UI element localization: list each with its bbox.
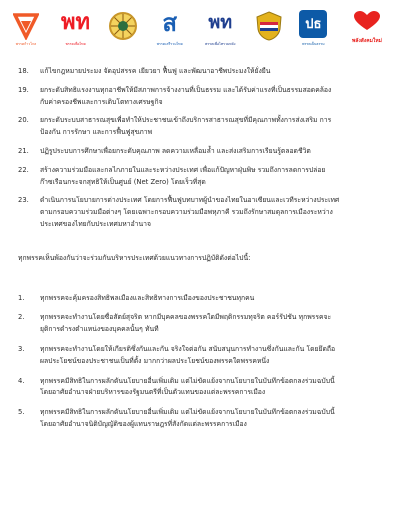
- item-number: 5.: [18, 408, 25, 417]
- party-logo-bar: [6, 6, 394, 46]
- item-line: ตามกรอบความร่วมมือต่างๆ โดยเฉพาะกรอบความร่วมมือพหุภาคี รวมถึงรักษาสมดุลการเมืองระหว่าง: [40, 208, 333, 217]
- pen-tham-party-logo: [295, 6, 331, 46]
- item-line: ก๊าซเรือนกระจกสุทธิให้เป็นศูนย์ (Net Zero) โดยเร็วที่สุด: [40, 177, 206, 186]
- item-number: 4.: [18, 376, 25, 385]
- item-number: 18.: [18, 67, 29, 75]
- item-line: กับค่าครองชีพและการเติบโตทางเศรษฐกิจ: [40, 97, 163, 106]
- pheu-thai-ruam-palang-party-logo: [198, 6, 242, 46]
- shield-icon: [254, 10, 284, 42]
- emblem-icon: [108, 11, 138, 41]
- logo-mark: พท: [61, 10, 91, 35]
- logo-caption: พรรคเป็นธรรม: [302, 41, 325, 46]
- logo-caption: พรรคเพื่อไทย: [65, 41, 86, 46]
- item-line: ยุติการดำรงตำแหน่งของบุคคลนั้นๆ ทันที: [40, 325, 159, 334]
- policy-list: [18, 66, 388, 231]
- item-line: โดยอาศัยอำนาจนิติบัญญัติของผู้แทนราษฎรที่สังกัดแต่ละพรรคการเมือง: [40, 419, 247, 428]
- logo-mark: พท: [208, 12, 233, 33]
- policy-item: [18, 115, 388, 139]
- item-line: ปฏิรูประบบการศึกษาเพื่อยกระดับคุณภาพ ลดความเหลื่อมล้ำ และส่งเสริมการเรียนรู้ตลอดชีวิต: [40, 146, 311, 155]
- thai-sang-thai-party-logo: [105, 6, 141, 46]
- item-number: 23.: [18, 196, 29, 205]
- practice-list: [18, 293, 388, 431]
- plung-sungkom-mai-party-logo: [340, 6, 394, 46]
- policy-item: [18, 165, 388, 189]
- item-number: 2.: [18, 313, 25, 322]
- heart-hand-icon: [352, 10, 382, 32]
- policy-item: [18, 66, 388, 78]
- seri-ruam-thai-party-logo: [150, 6, 190, 46]
- item-line: ทุกพรรคมีสิทธิในการผลักดันนโยบายอื่นเพิ่มเติม แต่ไม่ขัดแย้งจากนโยบายในบันทึกข้อตกลงร่วมฉบับนี้: [40, 376, 335, 385]
- logo-badge: [299, 10, 327, 38]
- item-number: 20.: [18, 116, 29, 125]
- document-body: [18, 66, 388, 439]
- item-line: ประเทศของไทยกับประเทศมหาอำนาจ: [40, 219, 151, 228]
- logo-mark: ส: [162, 9, 178, 37]
- item-line: ทุกพรรคจะทำงานโดยให้เกียรติซึ่งกันและกัน จริงใจต่อกัน สนับสนุนการทำงานซึ่งกันและกัน โดยยึดถือ: [40, 344, 336, 353]
- prachachat-party-logo: [6, 6, 46, 46]
- move-forward-arrow-icon: [13, 12, 39, 40]
- policy-item: [18, 85, 388, 109]
- item-number: 3.: [18, 344, 25, 353]
- logo-caption: พรรคเสรีรวมไทย: [156, 41, 183, 46]
- logo-mark: ปธ: [305, 16, 322, 32]
- fair-party-logo: [251, 6, 287, 46]
- item-line: โดยอาศัยอำนาจฝ่ายบริหารของรัฐมนตรีที่เป็นตัวแทนของแต่ละพรรคการเมือง: [40, 388, 266, 397]
- practice-item: [18, 376, 388, 400]
- item-line: ผลประโยชน์ของประชาชนเป็นที่ตั้ง มากกว่าผลประโยชน์ของพรรคใดพรรคหนึ่ง: [40, 356, 270, 365]
- item-number: 21.: [18, 146, 29, 155]
- logo-caption: พรรคก้าวไกล: [15, 41, 37, 46]
- item-number: 22.: [18, 165, 29, 174]
- item-line: ทุกพรรคจะทำงานโดยซื่อสัตย์สุจริต หากมีบุคคลของพรรคใดมีพฤติกรรมทุจริต คอร์รัปชัน ทุกพรรคจะ: [40, 313, 332, 322]
- item-line: ดำเนินการนโยบายการต่างประเทศ โดยการฟื้นฟูบทบาทผู้นำของไทยในอาเซียนและเวทีระหว่างประเทศ: [40, 196, 340, 205]
- logo-caption: พรรคเพื่อไทรวมพลัง: [205, 41, 236, 46]
- practice-item: [18, 344, 388, 368]
- item-number: 1.: [18, 293, 25, 302]
- logo-caption: พลังสังคมใหม่: [351, 38, 382, 44]
- practice-item: [18, 293, 388, 305]
- item-line: ทุกพรรคจะคุ้มครองสิทธิพลเมืองและสิทธิทางการเมืองของประชาชนทุกคน: [40, 293, 255, 302]
- item-number: 19.: [18, 85, 29, 94]
- practice-item: [18, 407, 388, 431]
- policy-item: [18, 195, 388, 230]
- pheu-thai-party-logo: [55, 6, 97, 46]
- policy-item: [18, 146, 388, 158]
- item-line: แก้ไขกฎหมายประมง จัดอุปสรรค เยียวยา ฟื้นฟู และพัฒนาอาชีพประมงให้ยั่งยืน: [40, 67, 271, 75]
- item-line: ทุกพรรคมีสิทธิในการผลักดันนโยบายอื่นเพิ่มเติม แต่ไม่ขัดแย้งจากนโยบายในบันทึกข้อตกลงร่วมฉบับนี้: [40, 408, 335, 417]
- practice-item: [18, 312, 388, 336]
- item-line: ยกระดับสิทธิแรงงานทุกอาชีพให้มีสภาพการจ้างงานที่เป็นธรรม และได้รับค่าแรงที่เป็นธรรมสอดคล้อง: [40, 85, 332, 94]
- item-line: ยกระดับระบบสาธารณสุขเพื่อทำให้ประชาชนเข้าถึงบริการสาธารณสุขที่มีคุณภาพทั้งการส่งเสริม การ: [40, 116, 332, 125]
- intro-paragraph: ทุกพรรคเห็นพ้องกันว่าจะร่วมกันบริหารประเทศด้วยแนวทางการปฏิบัติดังต่อไปนี้:: [18, 253, 251, 262]
- item-line: ป้องกัน การรักษา และการฟื้นฟูสุขภาพ: [40, 128, 153, 137]
- item-line: สร้างความร่วมมือและกลไกภายในและระหว่างประเทศ เพื่อแก้ปัญหาฝุ่นพิษ รวมถึงการลดการปล่อย: [40, 165, 326, 174]
